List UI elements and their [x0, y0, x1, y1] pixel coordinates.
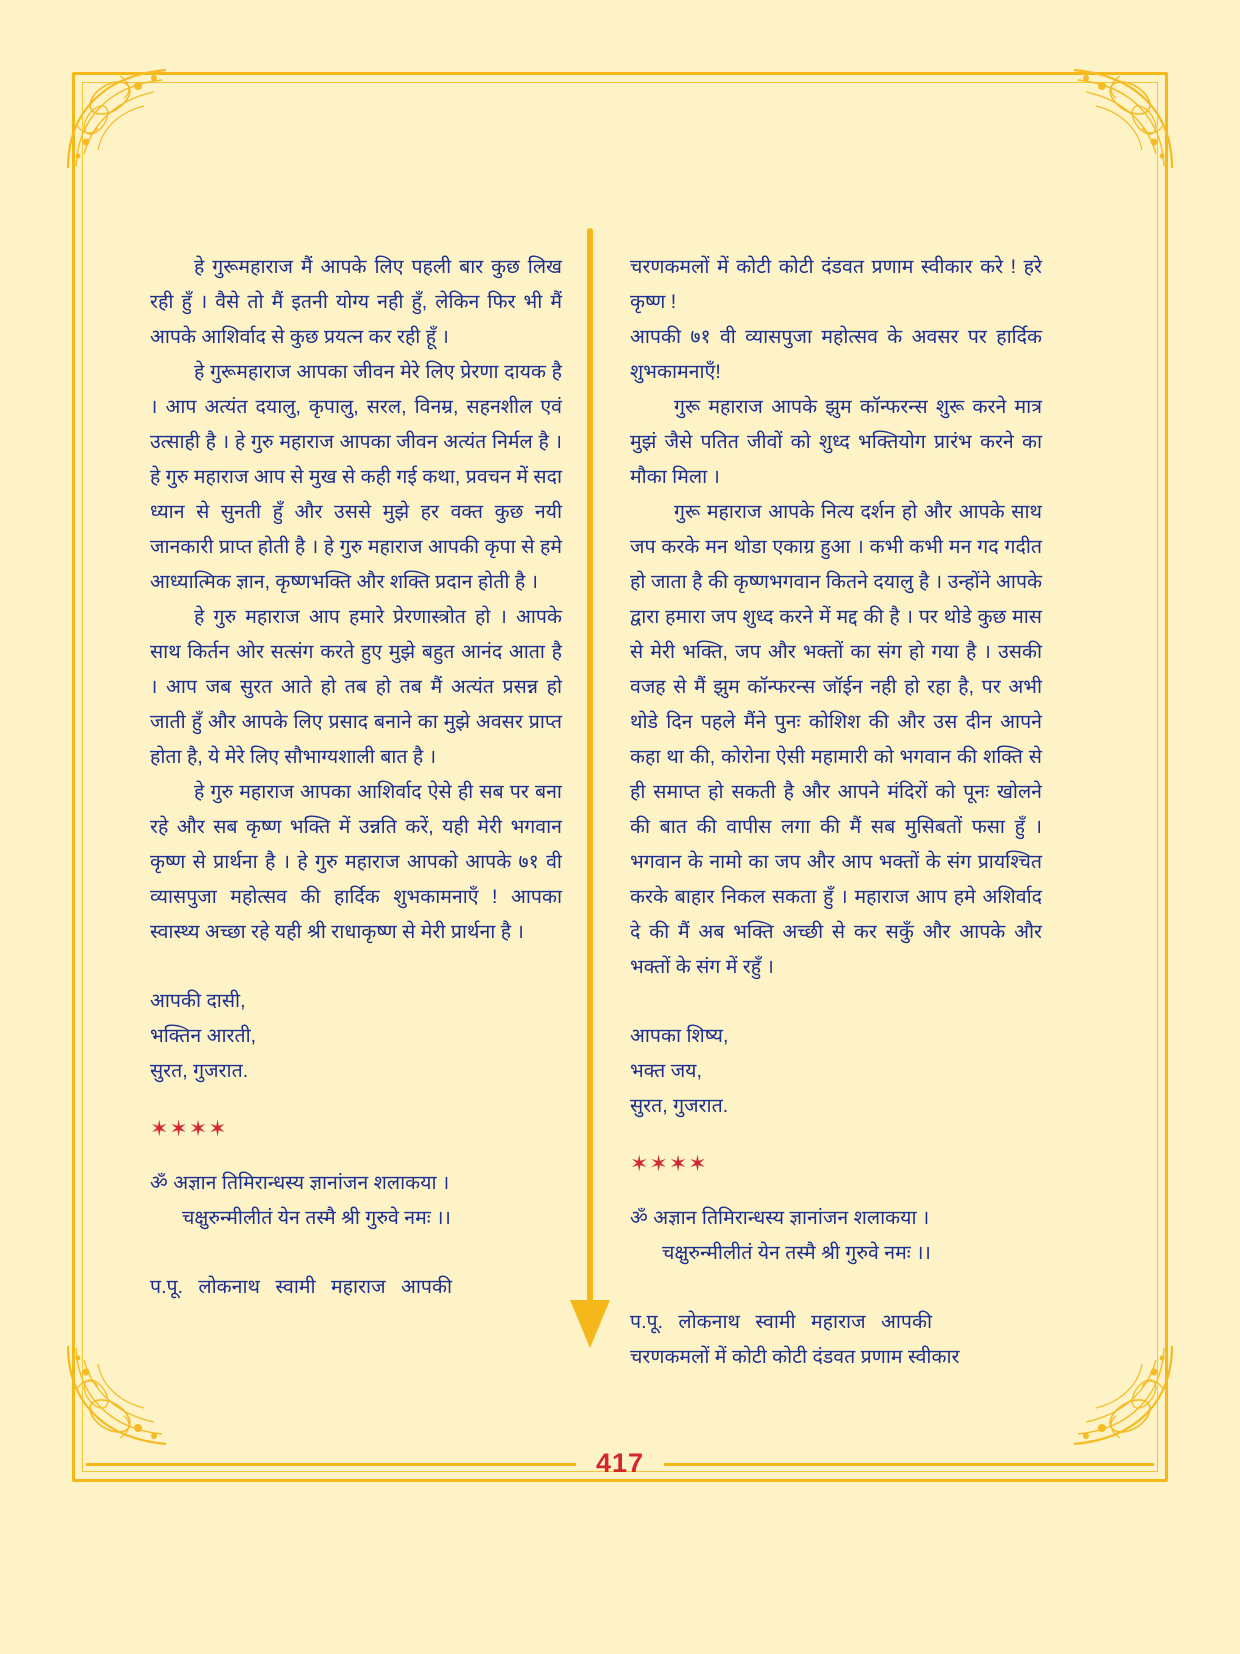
next-letter-opening: प.पू. लोकनाथ स्वामी महाराज आपकी	[630, 1311, 933, 1333]
continuation-text: चरणकमलों में कोटी कोटी दंडवत प्रणाम स्वीकार करे ! हरे कृष्ण !	[630, 256, 1042, 313]
signature-line: आपका शिष्य,	[630, 1025, 729, 1047]
spacer	[630, 985, 1042, 1019]
paragraph: हे गुरूमहाराज आपका जीवन मेरे लिए प्रेरणा दायक है । आप अत्यंत दयालु, कृपालु, सरल, विनम्र, सहनशील एवं उत्साही है । हे गुरु महाराज आपका जीवन अत्यंत निर्मल है । हे गुरु महाराज आप से मुख से कही गई कथा, प्रवचन में सदा ध्यान से सुनती हुँ और उससे मुझे हर वक्त कुछ नयी जानकारी प्राप्त होती है । हे गुरु महाराज आपकी कृपा से हमे आध्यात्मिक ज्ञान, कृष्णभक्ति और शक्ति प्रदान होती है ।	[150, 361, 562, 593]
verse-line-1: ॐ अज्ञान तिमिरान्धस्य ज्ञानांजन शलाकया ।	[150, 1172, 450, 1194]
next-letter-opening: प.पू. लोकनाथ स्वामी महाराज आपकी	[150, 1276, 453, 1298]
spacer	[150, 950, 562, 984]
signature-line: आपकी दासी,	[150, 990, 246, 1012]
verse-line-1: ॐ अज्ञान तिमिरान्धस्य ज्ञानांजन शलाकया ।	[630, 1207, 930, 1229]
verse-line-2: चक्षुरुन्मीलीतं येन तस्मै श्री गुरुवे नमः ।।	[182, 1207, 451, 1229]
greeting-text: आपकी ७१ वी व्यासपुजा महोत्सव के अवसर पर हार्दिक शुभकामनाएँ!	[630, 326, 1042, 383]
page-number: 417	[595, 1448, 645, 1478]
paragraph: हे गुरु महाराज आपका आशिर्वाद ऐसे ही सब पर बना रहे और सब कृष्ण भक्ति में उन्नति करें, यही मेरी भगवान कृष्ण से प्रार्थना है । हे गुरु महाराज आपको आपके ७१ वी व्यासपुजा महोत्सव की हार्दिक शुभकामनाएँ ! आपका स्वास्थ्य अच्छा रहे यही श्री राधाकृष्ण से मेरी प्रार्थना है ।	[150, 781, 562, 943]
paragraph: हे गुरूमहाराज मैं आपके लिए पहली बार कुछ लिख रही हुँ । वैसे तो मैं इतनी योग्य नही हुँ, लेकिन फिर भी मैं आपके आशिर्वाद से कुछ प्रयत्न कर रही हूँ ।	[150, 256, 562, 348]
spacer	[150, 1236, 562, 1270]
star-separator: ✶✶✶✶	[630, 1151, 708, 1176]
corner-ornament-icon	[58, 58, 178, 178]
right-column	[630, 250, 1042, 1375]
paragraph: हे गुरु महाराज आप हमारे प्रेरणास्त्रोत हो । आपके साथ किर्तन ओर सत्संग करते हुए मुझे बहुत आनंद आता है । आप जब सुरत आते हो तब हो तब मैं अत्यंत प्रसन्न हो जाती हुँ और आपके लिए प्रसाद बनाने का मुझे अवसर प्राप्त होता है, ये मेरे लिए सौभाग्यशाली बात है ।	[150, 606, 562, 768]
left-column	[150, 250, 562, 1305]
corner-ornament-icon	[1062, 58, 1182, 178]
paragraph: गुरू महाराज आपके नित्य दर्शन हो और आपके साथ जप करके मन थोडा एकाग्र हुआ । कभी कभी मन गद गदीत हो जाता है की कृष्णभगवान कितने दयालु है । उन्होंने आपके द्वारा हमारा जप शुध्द करने में मद्द की है । पर थोडे कुछ मास से मेरी भक्ति, जप और भक्तों का संग हो गया है । उसकी वजह से मैं झुम कॉन्फरन्स जॉईन नही हो रहा है, पर अभी थोडे दिन पहले मैंने पुनः कोशिश की और उस दीन आपने कहा था की, कोरोना ऐसी महामारी को भगवान की शक्ति से ही समाप्त हो सकती है और आपने मंदिरों को पूनः खोलने की बात की वापीस लगा की मैं सब मुसिबतों फसा हुँ । भगवान के नामो का जप और आप भक्तों के संग प्रायश्चित करके बाहार निकल सकता हुँ । महाराज आप हमे अशिर्वाद दे की मैं अब भक्ति अच्छी से कर सकुँ और आपके और भक्तों के संग में रहुँ ।	[630, 501, 1042, 978]
spacer	[630, 1271, 1042, 1305]
signature-line: सुरत, गुजरात.	[150, 1060, 249, 1082]
next-letter-line: चरणकमलों में कोटी कोटी दंडवत प्रणाम स्वीकार	[630, 1346, 960, 1368]
page-content	[150, 250, 1090, 1430]
signature-line: भक्तिन आरती,	[150, 1025, 257, 1047]
sanskrit-verse	[630, 1201, 1042, 1271]
sanskrit-verse	[150, 1166, 562, 1236]
signature-line: भक्त जय,	[630, 1060, 702, 1082]
verse-line-2: चक्षुरुन्मीलीतं येन तस्मै श्री गुरुवे नमः ।।	[662, 1242, 931, 1264]
signature-line: सुरत, गुजरात.	[630, 1095, 729, 1117]
paragraph: गुरू महाराज आपके झुम कॉन्फरन्स शुरू करने मात्र मुझं जैसे पतित जीवों को शुध्द भक्तियोग प्रारंभ करने का मौका मिला ।	[630, 396, 1042, 488]
star-separator: ✶✶✶✶	[150, 1116, 228, 1141]
